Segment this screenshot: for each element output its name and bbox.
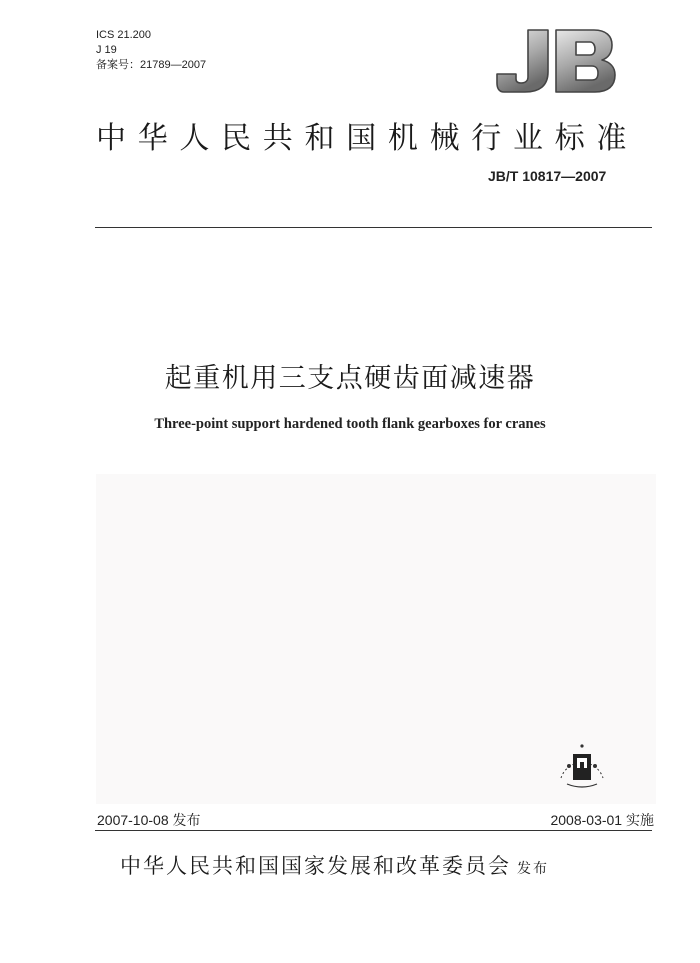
document-title-chinese: 起重机用三支点硬齿面减速器: [164, 363, 536, 394]
category-code: J 19: [96, 44, 117, 56]
filing-number: 备案号：21789—2007: [96, 59, 207, 71]
standard-number: JB/T 10817—2007: [488, 168, 607, 184]
publisher-line: [120, 850, 549, 880]
publisher-suffix: 发布: [517, 861, 549, 877]
jb-logo-icon: [494, 24, 618, 96]
implementation-date: 2008-03-01 实施: [550, 812, 654, 828]
publisher-name: 中华人民共和国国家发展和改革委员会: [120, 854, 511, 878]
publisher-seal-icon: [553, 738, 611, 790]
classification-block: [96, 28, 206, 73]
issue-date: 2007-10-08 发布: [97, 812, 201, 828]
top-divider: [95, 227, 652, 228]
bottom-divider: [95, 830, 652, 831]
industry-standard-heading: 中华人民共和国机械行业标准: [96, 121, 639, 156]
document-title-english: Three-point support hardened tooth flank gearboxes for cranes: [154, 416, 546, 432]
ics-code: ICS 21.200: [96, 29, 152, 41]
